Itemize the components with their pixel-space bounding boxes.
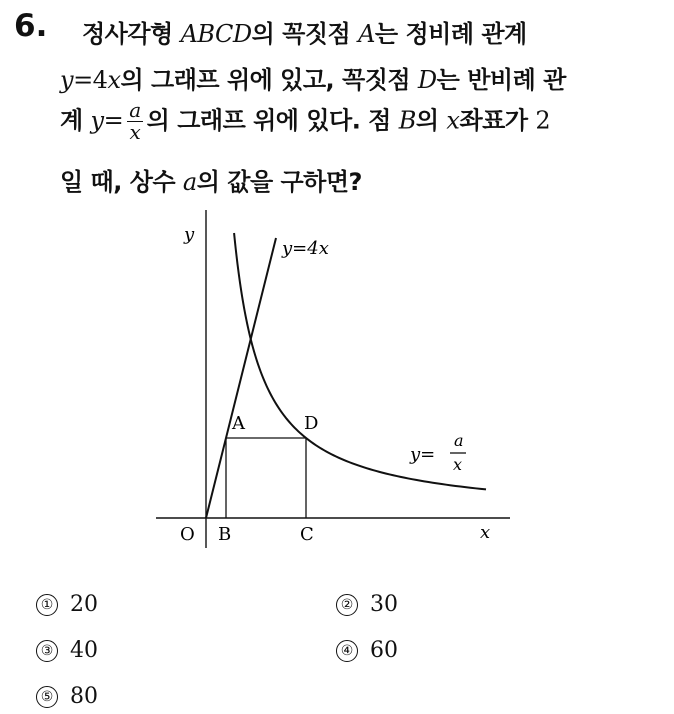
math-var: ABCD <box>180 20 252 48</box>
text: 의 <box>415 106 447 135</box>
math-var: x <box>107 66 121 94</box>
text: 의 그래프 위에 있고, 꼭짓점 <box>120 66 418 94</box>
choice-1[interactable] <box>36 592 98 617</box>
math-num: 4 <box>92 66 108 94</box>
text: 좌표가 <box>459 106 536 135</box>
math-var: a <box>182 168 197 196</box>
x-axis-label: x <box>480 522 491 543</box>
choice-value: 30 <box>370 592 398 617</box>
choice-marker: ① <box>36 594 58 616</box>
choice-marker: ⑤ <box>36 686 58 708</box>
curve-label-lhs: y= <box>410 444 436 465</box>
point-label-b: B <box>218 524 232 545</box>
question-line-4 <box>60 162 362 197</box>
hyperbola-curve <box>234 233 486 489</box>
line-label: y=4x <box>282 238 329 259</box>
y-axis-label: y <box>184 224 195 245</box>
fraction-numerator: a <box>129 98 141 122</box>
graph-figure <box>140 210 510 560</box>
choice-marker: ② <box>336 594 358 616</box>
text: 의 값을 구하면? <box>196 168 362 196</box>
choice-value: 40 <box>70 638 98 663</box>
curve-label-numerator: a <box>454 431 464 450</box>
line-y-4x <box>206 238 276 518</box>
curve-label-denominator: x <box>453 455 463 474</box>
math-var: B <box>398 106 416 135</box>
choice-value: 60 <box>370 638 398 663</box>
choice-2[interactable] <box>336 592 398 617</box>
math-op: = <box>103 106 124 135</box>
choice-value: 20 <box>70 592 98 617</box>
question-number: 6. <box>14 8 48 44</box>
point-label-d: D <box>304 413 319 434</box>
choice-5[interactable] <box>36 684 98 709</box>
origin-label: O <box>180 524 195 545</box>
text: 계 <box>60 106 91 135</box>
question-line-3 <box>60 100 550 143</box>
math-var: y <box>60 66 74 94</box>
math-num: 2 <box>535 106 551 135</box>
fraction-denominator: x <box>129 120 141 144</box>
point-label-a: A <box>232 413 245 434</box>
question-line-2 <box>60 60 566 95</box>
choice-marker: ④ <box>336 640 358 662</box>
text: 는 정비례 관계 <box>374 20 527 48</box>
choice-marker: ③ <box>36 640 58 662</box>
math-var: x <box>446 106 460 135</box>
text: 의 그래프 위에 있다. 점 <box>146 106 399 135</box>
text: 일 때, 상수 <box>60 168 183 196</box>
math-op: = <box>73 66 93 94</box>
math-var: D <box>417 66 437 94</box>
fraction <box>127 100 142 143</box>
text: 는 반비례 관 <box>436 66 566 94</box>
choice-3[interactable] <box>36 638 98 663</box>
question-line-1 <box>82 14 527 49</box>
math-var: y <box>90 106 104 135</box>
text: 의 꼭짓점 <box>251 20 359 48</box>
choice-value: 80 <box>70 684 98 709</box>
math-var: A <box>358 20 375 48</box>
choice-4[interactable] <box>336 638 398 663</box>
point-label-c: C <box>300 524 314 545</box>
text: 정사각형 <box>82 20 181 48</box>
